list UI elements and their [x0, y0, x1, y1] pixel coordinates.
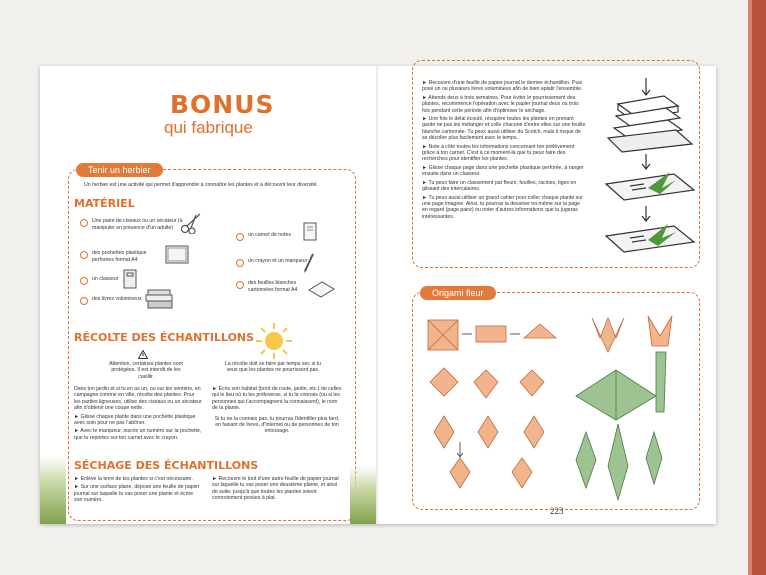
- recolte-paragraph: ► Écris son habitat (bord de route, jardin, etc.) de celles qui le lieu où tu les préleveras, si tu la connais (ou si les personnes qui t'accompagnent la connaissent), le nom de la plante.: [212, 386, 342, 412]
- recolte-note: La récolte doit se faire par temps sec si tu veux que les plantes ne pourrissent pas.: [224, 361, 321, 374]
- sun-icon: [254, 321, 294, 361]
- origami-instructions-diagram: [420, 312, 690, 502]
- materiel-item: des pochettes plastique perforées format A4: [80, 250, 164, 263]
- herbier-paragraph: ► Attends deux à trois semaines. Pour éviter le pourrissement des plantes, recommence l'opération avec le papier journal deux ou trois fois pendant cette période afin d'optimiser le séchage.: [422, 94, 579, 114]
- page-number: 223: [550, 506, 564, 516]
- herbier-paragraph: ► Une fois le délai écoulé, récupère toutes les plantes en prenant garde ne pas les mélanger et colle chacune d'entre elles sur une feuille blanche cartonnée. Tu peux aussi utiliser du Scotch, mais il risque de se décoller plus facilement avec le temps.: [422, 116, 586, 142]
- sechage-left-text: [74, 476, 202, 506]
- herbier-paragraph: ► Recouvre d'une feuille de papier journal le dernier échantillon. Puis pose un ou plusieurs livres volumineux afin de bien aplatir l'ensemble.: [422, 80, 583, 93]
- recolte-warning: Attention, certaines plantes sont protégées. Il est interdit de les cueillir.: [109, 361, 183, 380]
- books-stack-icon: [144, 288, 176, 310]
- bullet-circle-icon: [80, 219, 88, 227]
- materiel-item: un classeur: [80, 276, 164, 285]
- recolte-paragraph: Si tu ne la connais pas, tu pourras l'identifier plus tard, en faisant de livres, d'Internet ou de personnes de ton entourage.: [214, 415, 340, 435]
- background-stripe: [752, 0, 766, 575]
- recolte-paragraph: ► Avec le marqueur, inscris un numéro sur la pochette, que tu reportes sur ton carnet avec le crayon.: [74, 428, 202, 441]
- sechage-heading: SÉCHAGE DES ÉCHANTILLONS: [74, 459, 259, 472]
- bullet-circle-icon: [236, 233, 244, 241]
- herbier-tab: Tenir un herbier: [76, 163, 163, 177]
- book-spread: [40, 66, 716, 524]
- materiel-item: Une paire de ciseaux ou un sécateur (à manipuler en présence d'un adulte): [80, 218, 190, 231]
- book-gutter: [376, 66, 382, 524]
- grass-decoration-left: [40, 456, 66, 524]
- page-title: BONUS: [170, 90, 275, 119]
- materiel-heading: MATÉRIEL: [74, 197, 135, 210]
- materiel-item: des livres volumineux: [80, 296, 164, 305]
- warning-icon: [138, 350, 148, 359]
- bullet-circle-icon: [80, 277, 88, 285]
- materiel-item: des feuilles blanches cartonnées format A4: [236, 280, 308, 293]
- herbier-intro: Un herbier est une activité qui permet d'apprendre à connaître les plantes et à découvrir leur diversité.: [84, 182, 318, 188]
- sechage-paragraph: ► Sur une surface plane, dépose une feuille de papier journal sur laquelle tu vas poser une plante et écrire son numéro.: [74, 484, 200, 504]
- materiel-item: un crayon et un marqueur: [236, 258, 320, 267]
- bullet-circle-icon: [80, 297, 88, 305]
- sechage-paragraph: ► Recouvre le tout d'une autre feuille de papier journal sur laquelle tu vas poser une deuxième plante, et ainsi de suite, jusqu'à que toutes les plantes soient correctement posées à plat.: [212, 476, 339, 502]
- herbier-continued-text: [422, 80, 586, 222]
- bullet-circle-icon: [236, 259, 244, 267]
- herbier-paragraph: ► Tu peux aussi utiliser un grand cahier pour coller chaque plante sur une page imagine. Ainsi, tu pourras la dessiner toi-même sur la page en regard (page paire) ou noter d'autres informations que tu jugeras intéressantes.: [422, 194, 583, 220]
- plant-pressing-illustration: [600, 76, 700, 266]
- origami-tab: Origami fleur: [420, 286, 496, 300]
- herbier-paragraph: ► Glisse chaque page dans une pochette plastique perforée, à ranger ensuite dans un classeur.: [422, 164, 584, 178]
- page-subtitle: qui fabrique: [164, 118, 253, 137]
- scissors-icon: [180, 212, 202, 234]
- herbier-paragraph: ► Tu peux faire un classement par fleurs, feuilles, racines, tiges en glissant des intercalaires.: [422, 179, 577, 193]
- recolte-heading: RÉCOLTE DES ÉCHANTILLONS: [74, 331, 255, 344]
- herbier-paragraph: ► Note à côté toutes les informations concernant ton prélèvement grâce à ton carnet. C'est à ce moment-là que tu peux faire des recherches pour identifier les plantes.: [422, 143, 575, 163]
- grass-decoration-right: [350, 466, 376, 524]
- recolte-left-text: [74, 386, 202, 443]
- notebook-icon: [302, 222, 318, 242]
- materiel-item: un carnet de notes: [236, 232, 316, 241]
- sechage-right-text: [212, 476, 342, 504]
- recolte-right-text: [212, 386, 342, 437]
- recolte-paragraph: ► Glisse chaque plante dans une pochette plastique avec soin pour ne pas l'abîmer.: [74, 413, 196, 427]
- bullet-circle-icon: [80, 251, 88, 259]
- recolte-paragraph: Dans ton jardin et si tu en as un, ou sur les sentiers, en campagne comme en ville, récolte des plantes. Pour les parties ligneuses, utilise des ciseaux ou un sécateur afin d'obtenir une coupe nette.: [74, 386, 202, 412]
- plastic-sleeve-icon: [164, 244, 190, 266]
- paper-sheets-icon: [306, 278, 336, 300]
- pencil-icon: [302, 252, 316, 274]
- binder-icon: [122, 269, 138, 289]
- bullet-circle-icon: [236, 281, 244, 289]
- sechage-paragraph: ► Enlève la terre de tes plantes si c'est nécessaire.: [74, 476, 193, 482]
